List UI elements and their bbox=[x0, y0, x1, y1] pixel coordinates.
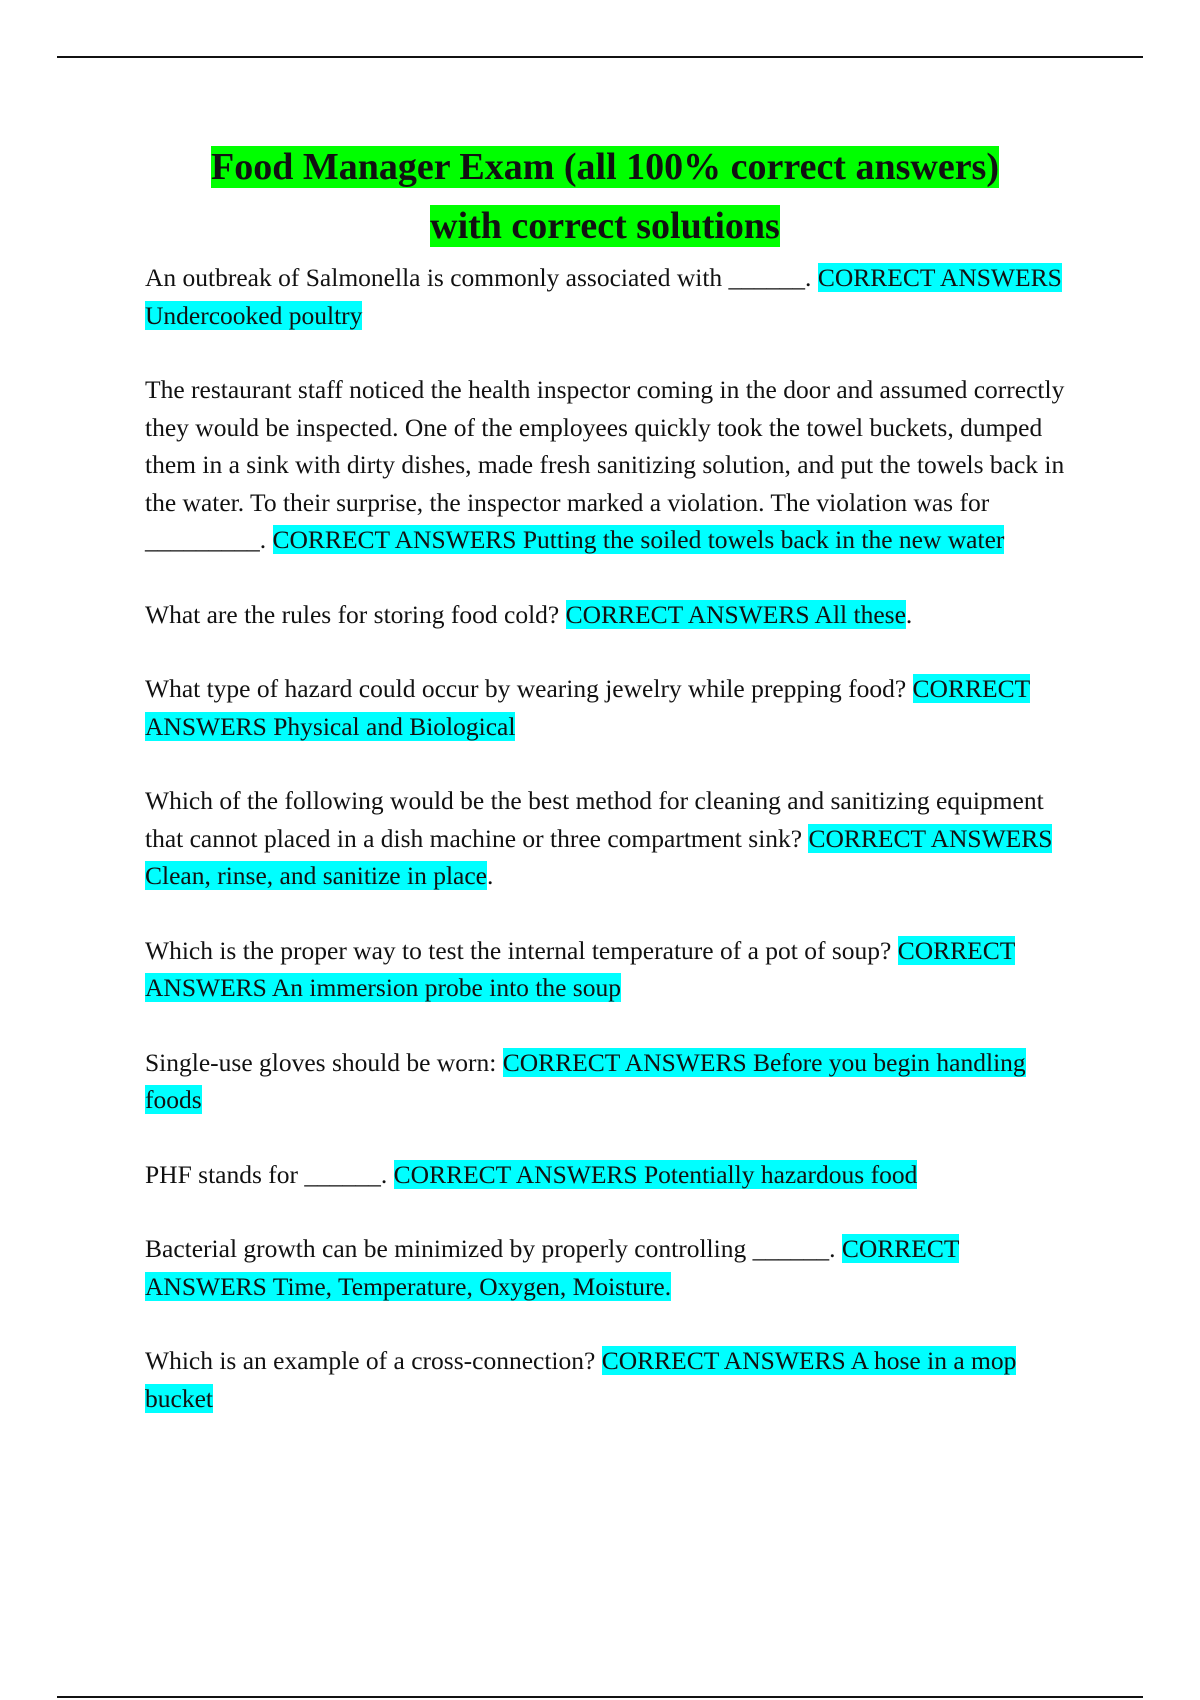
question-text: Bacterial growth can be minimized by properly controlling ______. bbox=[145, 1234, 842, 1263]
question-text: The restaurant staff noticed the health inspector coming in the door and assumed correctly they would be inspected. One of the employees quickly took the towel buckets, dumped them in a sink with dirty dishes, made fresh sanitizing solution, and put the towels back in the water. To their surprise, the inspector marked a violation. The violation was for _________. bbox=[145, 375, 1065, 554]
qa-item-10 bbox=[145, 1342, 1065, 1417]
answer-highlight: CORRECT ANSWERS An immersion probe into the soup bbox=[145, 935, 1016, 1002]
qa-item-9 bbox=[145, 1230, 1065, 1305]
header-rule bbox=[57, 56, 1143, 58]
question-text: What are the rules for storing food cold? bbox=[145, 599, 566, 629]
qa-item-7 bbox=[145, 1044, 1065, 1119]
qa-item-4 bbox=[145, 670, 1065, 745]
answer-highlight: CORRECT ANSWERS Time, Temperature, Oxygen, Moisture. bbox=[145, 1234, 960, 1301]
qa-item-5 bbox=[145, 782, 1065, 895]
qa-item-2 bbox=[145, 371, 1065, 559]
answer-highlight: CORRECT ANSWERS All these bbox=[565, 599, 906, 629]
question-text: What type of hazard could occur by wearing jewelry while prepping food? bbox=[145, 674, 913, 703]
document-body bbox=[145, 138, 1065, 1454]
answer-highlight: CORRECT ANSWERS Undercooked poultry bbox=[145, 263, 1062, 330]
answer-highlight: CORRECT ANSWERS Clean, rinse, and sanitize in place bbox=[145, 823, 1053, 890]
question-text: Single-use gloves should be worn: bbox=[145, 1047, 503, 1077]
qa-item-1 bbox=[145, 259, 1065, 334]
answer-trailing: . bbox=[905, 599, 913, 629]
question-text: PHF stands for ______. bbox=[145, 1159, 394, 1189]
qa-item-6 bbox=[145, 932, 1065, 1007]
title-line-2: with correct solutions bbox=[430, 205, 780, 247]
answer-highlight: CORRECT ANSWERS Putting the soiled towels back in the new water bbox=[272, 525, 1005, 554]
qa-item-8 bbox=[145, 1156, 1065, 1194]
footer-rule bbox=[57, 1696, 1143, 1698]
answer-highlight: CORRECT ANSWERS Physical and Biological bbox=[145, 674, 1031, 741]
title-line-1: Food Manager Exam (all 100% correct answers) bbox=[211, 146, 999, 188]
question-text: Which of the following would be the best method for cleaning and sanitizing equipment that cannot placed in a dish machine or three compartment sink? bbox=[145, 786, 1044, 853]
question-text: Which is an example of a cross-connection? bbox=[145, 1346, 602, 1375]
question-text: Which is the proper way to test the internal temperature of a pot of soup? bbox=[145, 935, 898, 965]
answer-trailing: . bbox=[487, 861, 494, 890]
answer-highlight: CORRECT ANSWERS Before you begin handling foods bbox=[145, 1047, 1026, 1114]
qa-item-3 bbox=[145, 596, 1065, 634]
document-title bbox=[145, 138, 1065, 256]
answer-highlight: CORRECT ANSWERS Potentially hazardous food bbox=[393, 1159, 918, 1189]
answer-highlight: CORRECT ANSWERS A hose in a mop bucket bbox=[145, 1346, 1017, 1413]
question-text: An outbreak of Salmonella is commonly associated with ______. bbox=[145, 263, 818, 292]
